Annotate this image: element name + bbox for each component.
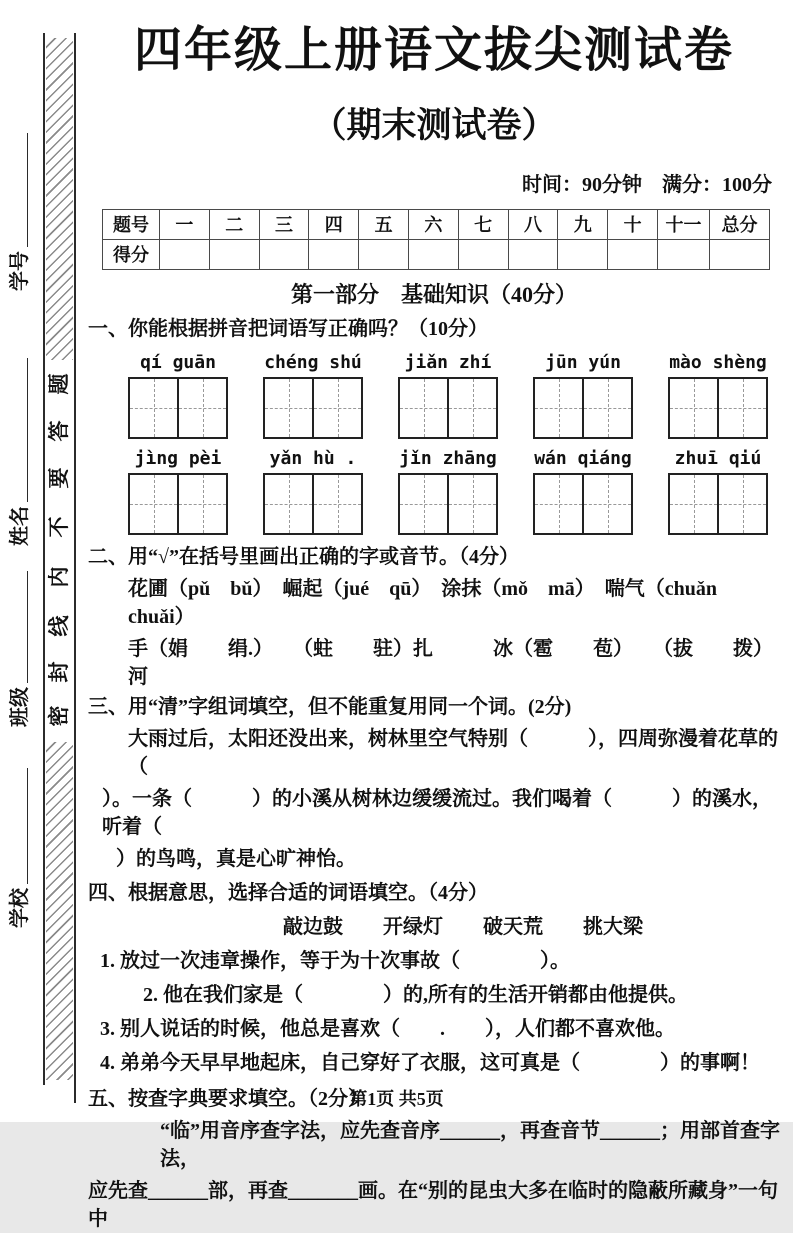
pinyin-label: chéng shú xyxy=(264,351,362,373)
pinyin-word-group xyxy=(533,351,633,439)
score-empty-cell xyxy=(259,239,309,269)
score-empty-cell xyxy=(408,239,458,269)
pinyin-label: jìng pèi xyxy=(134,447,222,469)
binding-hatch-bottom xyxy=(46,742,73,1080)
question-3-line-3: ）的鸟鸣，真是心旷神怡。 xyxy=(116,847,356,870)
writing-cell xyxy=(400,379,447,437)
score-table-header-row xyxy=(103,209,770,239)
question-2-line-2: 手（娟 绢.） （蛀 驻）扎 冰（雹 苞） （拔 拨）河 xyxy=(128,637,773,688)
writing-grid xyxy=(533,377,633,439)
question-4-item-1: 1. 放过一次违章操作，等于为十次事故（ ）。 xyxy=(100,949,570,972)
pinyin-word-group xyxy=(668,351,768,439)
question-4-item-2: 2. 他在我们家是（ ）的,所有的生活开销都由他提供。 xyxy=(143,983,688,1006)
field-blank-line xyxy=(27,571,28,683)
writing-cell xyxy=(535,379,582,437)
page-subtitle: （期末测试卷） xyxy=(311,105,557,145)
question-3-title: 三、用“清”字组词填空，但不能重复用同一个词。(2分) xyxy=(88,695,572,718)
score-table-cell: 一 xyxy=(160,209,210,239)
writing-grid xyxy=(668,473,768,535)
writing-cell xyxy=(177,379,226,437)
score-table xyxy=(102,209,770,270)
score-empty-cell xyxy=(608,239,658,269)
score-empty-cell xyxy=(458,239,508,269)
question-2-title: 二、用“√”在括号里画出正确的字或音节。（4分） xyxy=(88,545,519,568)
question-4-word-bank: 敲边鼓 开绿灯 破天荒 挑大梁 xyxy=(283,915,643,938)
seal-text-char: 密 xyxy=(47,705,71,727)
writing-grid xyxy=(398,377,498,439)
score-table-score-row xyxy=(103,239,770,269)
pinyin-label: jūn yún xyxy=(545,351,621,373)
question-3-line-2: ）。一条（ ）的小溪从树林边缓缓流过。我们喝着（ ）的溪水，听着（ xyxy=(102,787,772,838)
seal-line-right-rule xyxy=(74,33,76,1103)
page-title: 四年级上册语文拔尖测试卷 xyxy=(133,24,734,77)
score-empty-cell xyxy=(209,239,259,269)
writing-cell xyxy=(670,379,717,437)
writing-grid xyxy=(533,473,633,535)
score-empty-cell xyxy=(508,239,558,269)
question-3-line-1: 大雨过后，太阳还没出来，树林里空气特别（ ），四周弥漫着花草的（ xyxy=(128,727,778,778)
pinyin-label: yǎn hù . xyxy=(269,447,357,469)
pinyin-word-group xyxy=(533,447,633,535)
writing-cell xyxy=(582,475,631,533)
seal-text-char: 答 xyxy=(47,420,71,442)
seal-text-char: 内 xyxy=(47,566,71,588)
exam-meta: 时间：90分钟 满分：100分 xyxy=(522,173,772,196)
seal-text-char: 题 xyxy=(47,373,71,395)
writing-cell xyxy=(717,379,766,437)
pinyin-grid-row-1 xyxy=(128,351,768,439)
field-class xyxy=(10,569,32,727)
question-4-item-3: 3. 别人说话的时候，他总是喜欢（ . ），人们都不喜欢他。 xyxy=(100,1017,675,1040)
question-5-line-1: “临”用音序查字法，应先查音序______，再查音节______；用部首查字法， xyxy=(160,1119,780,1170)
writing-cell xyxy=(447,379,496,437)
field-label: 姓名 xyxy=(9,506,31,546)
writing-cell xyxy=(312,475,361,533)
section-heading: 第一部分 基础知识（40分） xyxy=(290,281,577,307)
score-empty-cell xyxy=(359,239,409,269)
field-blank-line xyxy=(27,133,28,247)
pinyin-word-group xyxy=(398,447,498,535)
pinyin-label: jǐn zhāng xyxy=(399,447,497,469)
pinyin-word-group xyxy=(128,447,228,535)
score-table-cell: 总分 xyxy=(710,209,770,239)
writing-grid xyxy=(263,473,363,535)
pinyin-label: mào shèng xyxy=(669,351,767,373)
score-empty-cell xyxy=(160,239,210,269)
pinyin-label: jiǎn zhí xyxy=(404,351,492,373)
writing-grid xyxy=(263,377,363,439)
score-table-cell: 十 xyxy=(608,209,658,239)
writing-cell xyxy=(265,475,312,533)
writing-grid xyxy=(398,473,498,535)
writing-grid xyxy=(668,377,768,439)
pinyin-label: zhuī qiú xyxy=(674,447,762,469)
score-empty-cell xyxy=(710,239,770,269)
score-table-cell: 七 xyxy=(458,209,508,239)
writing-cell xyxy=(582,379,631,437)
writing-cell xyxy=(400,475,447,533)
score-table-cell: 八 xyxy=(508,209,558,239)
question-4-item-4: 4. 弟弟今天早早地起床，自己穿好了衣服，这可真是（ ）的事啊！ xyxy=(100,1051,760,1074)
question-5-title: 五、按查字典要求填空。（2分） xyxy=(88,1087,368,1110)
question-4-title: 四、根据意思，选择合适的词语填空。（4分） xyxy=(88,881,488,904)
binding-hatch-top xyxy=(46,38,73,360)
seal-line-left-rule xyxy=(43,33,45,1085)
seal-text-char: 线 xyxy=(47,615,71,637)
seal-text-char: 要 xyxy=(47,467,71,489)
seal-text-char: 不 xyxy=(47,516,71,538)
main-content xyxy=(88,0,780,1233)
score-empty-cell xyxy=(558,239,608,269)
writing-cell xyxy=(130,379,177,437)
field-label: 学校 xyxy=(9,888,31,928)
field-label: 班级 xyxy=(9,687,31,727)
score-empty-cell xyxy=(309,239,359,269)
seal-text-char: 封 xyxy=(47,661,71,683)
question-2-line-1: 花圃（pǔ bǔ） 崛起（jué qū） 涂抹（mǒ mā） 喘气（chuǎn chuǎi） xyxy=(128,577,737,628)
pinyin-label: wán qiáng xyxy=(534,447,632,469)
writing-cell xyxy=(177,475,226,533)
score-empty-cell xyxy=(658,239,710,269)
score-table-cell: 十一 xyxy=(658,209,710,239)
field-blank-line xyxy=(27,768,28,884)
question-5-line-2: 应先查______部，再查_______画。在“别的昆虫大多在临时的隐蔽所藏身”一句中 xyxy=(88,1179,778,1230)
field-label: 学号 xyxy=(9,251,31,291)
question-1-title: 一、你能根据拼音把词语写正确吗？（10分） xyxy=(88,317,488,340)
pinyin-label: qí guān xyxy=(140,351,216,373)
page-number: 第1页 共5页 xyxy=(349,1089,444,1109)
field-school xyxy=(10,766,32,928)
field-student-name xyxy=(10,356,32,546)
writing-cell xyxy=(130,475,177,533)
writing-grid xyxy=(128,473,228,535)
score-table-cell: 二 xyxy=(209,209,259,239)
pinyin-word-group xyxy=(668,447,768,535)
writing-cell xyxy=(670,475,717,533)
writing-cell xyxy=(447,475,496,533)
pinyin-word-group xyxy=(263,351,363,439)
pinyin-grid-row-2 xyxy=(128,447,768,535)
score-table-cell: 题号 xyxy=(103,209,160,239)
writing-grid xyxy=(128,377,228,439)
score-table-cell: 五 xyxy=(359,209,409,239)
score-table-cell: 九 xyxy=(558,209,608,239)
pinyin-word-group xyxy=(128,351,228,439)
pinyin-word-group xyxy=(263,447,363,535)
score-table-cell: 六 xyxy=(408,209,458,239)
writing-cell xyxy=(717,475,766,533)
field-blank-line xyxy=(27,358,28,502)
pinyin-word-group xyxy=(398,351,498,439)
writing-cell xyxy=(265,379,312,437)
score-table-cell: 三 xyxy=(259,209,309,239)
field-student-number xyxy=(10,131,32,291)
score-table-cell: 四 xyxy=(309,209,359,239)
writing-cell xyxy=(312,379,361,437)
writing-cell xyxy=(535,475,582,533)
score-table-cell: 得分 xyxy=(103,239,160,269)
